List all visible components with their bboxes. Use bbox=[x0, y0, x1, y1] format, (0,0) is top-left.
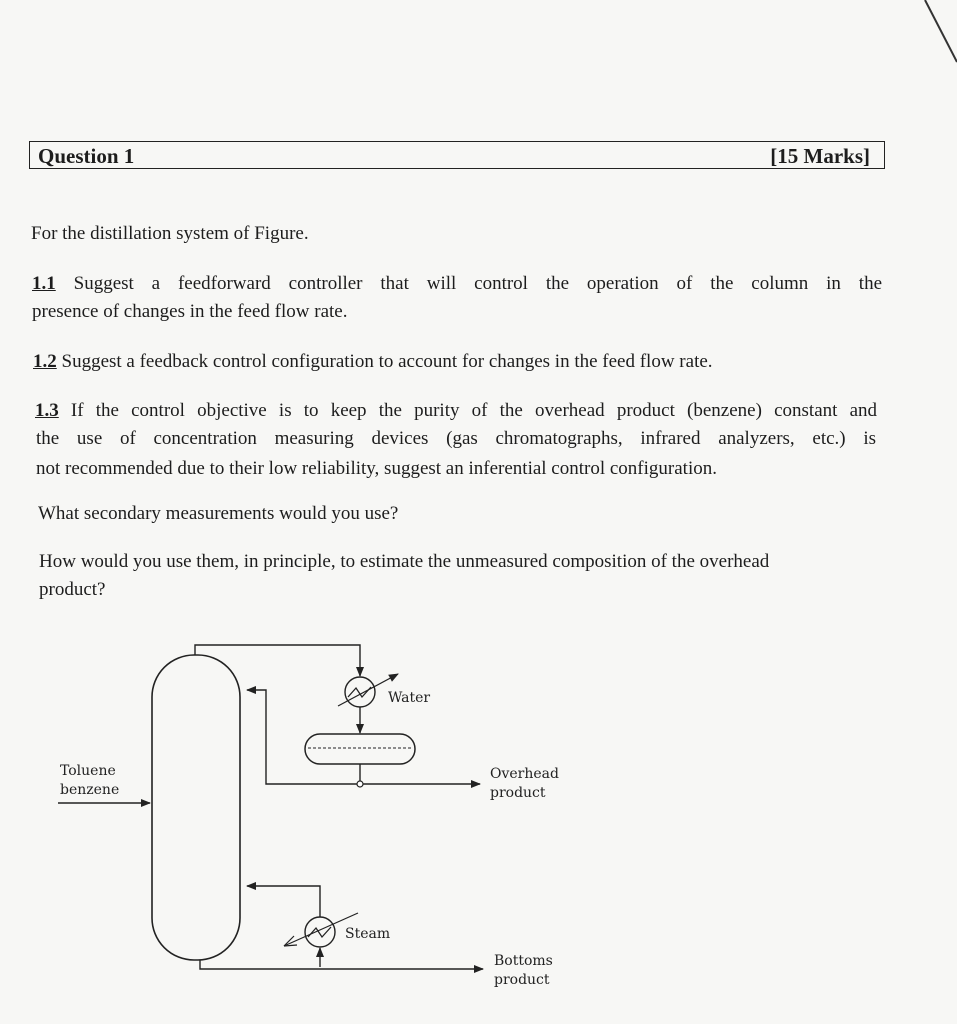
item-1-3-line3: not recommended due to their low reliability, suggest an inferential control configuration. bbox=[36, 458, 717, 479]
bottoms-line bbox=[200, 960, 483, 969]
steam-label: Steam bbox=[345, 926, 391, 942]
item-number: 1.3 bbox=[35, 400, 59, 421]
distillation-column bbox=[152, 655, 240, 960]
item-1-1 bbox=[32, 270, 882, 298]
overhead-label-line1: Overhead bbox=[490, 766, 559, 782]
item-1-1-cont: presence of changes in the feed flow rate. bbox=[32, 301, 348, 322]
bottoms-label-line1: Bottoms bbox=[494, 953, 553, 969]
question-marks: [15 Marks] bbox=[770, 144, 870, 168]
item-1-3-line2: the use of concentration measuring devices (gas chromatographs, infrared analyzers, etc.) is bbox=[36, 428, 876, 449]
estimate-question-cont: product? bbox=[39, 579, 106, 600]
secondary-question: What secondary measurements would you use? bbox=[38, 503, 399, 524]
question-header bbox=[29, 141, 885, 169]
intro-text: For the distillation system of Figure. bbox=[31, 223, 309, 244]
item-1-2 bbox=[33, 348, 713, 376]
overhead-label-line2: product bbox=[490, 785, 546, 801]
item-number: 1.2 bbox=[33, 351, 57, 372]
item-text: If the control objective is to keep the purity of the overhead product (benzene) constant and bbox=[70, 400, 878, 421]
bottoms-label-line2: product bbox=[494, 972, 550, 988]
item-number: 1.1 bbox=[32, 273, 56, 294]
estimate-question: How would you use them, in principle, to estimate the unmeasured composition of the overhead bbox=[39, 551, 770, 572]
item-1-3 bbox=[35, 397, 877, 425]
question-title: Question 1 bbox=[38, 144, 135, 168]
reflux-drum bbox=[305, 734, 415, 764]
item-text: Suggest a feedforward controller that will control the operation of the column in the bbox=[73, 273, 882, 294]
feed-label-line2: benzene bbox=[60, 782, 120, 798]
reboiler-return-line bbox=[247, 886, 320, 917]
item-text: Suggest a feedback control configuration to account for changes in the feed flow rate. bbox=[61, 351, 713, 372]
distillation-diagram bbox=[0, 630, 957, 1024]
feed-label-line1: Toluene bbox=[60, 763, 116, 779]
water-label: Water bbox=[388, 690, 431, 706]
page-corner-edge bbox=[0, 0, 957, 120]
